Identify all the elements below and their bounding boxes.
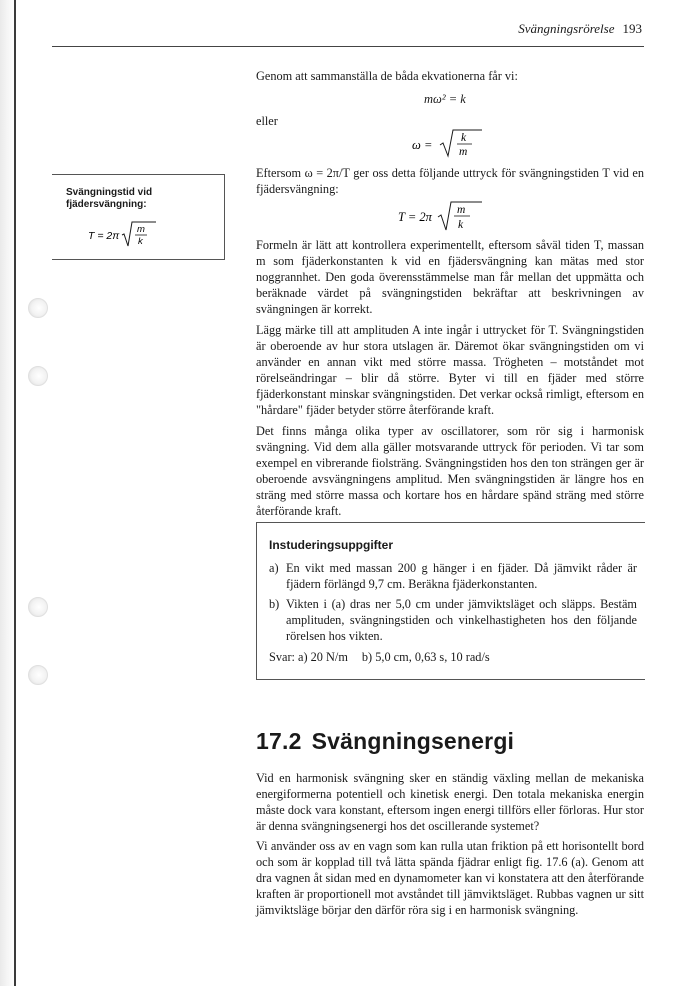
section-number: 17.2 [256,728,302,754]
exercise-box [256,522,645,680]
binding-line [14,0,16,986]
paragraph-formeln: Formeln är lätt att kontrollera experimentellt, eftersom såväl tiden T, massan m som fjäderkonstanten k vid en fjädersvängning kan mätas med stor noggrannhet. Den goda överensstämmelse man får mellan det uppmätta och beräknade värdet på svängningstiden bekräftar att beskrivningen av svängningen är korrekt. [256,238,644,316]
eller-text: eller [256,114,278,128]
exercise-answers [269,650,490,665]
sidebar-formula-lhs: T = 2π [88,230,120,242]
punch-hole [28,366,48,386]
exercise-text: En vikt med massan 200 g hänger i en fjäder. Då jämvikt råder är fjädern förlängd 9,7 cm. Beräkna fjäderkonstanten. [286,561,637,591]
running-title: Svängningsrörelse [518,21,615,36]
eq2-denominator: m [459,146,468,158]
equation-2 [410,128,500,158]
header-rule [52,46,644,47]
sidebar-formula-denominator: k [138,236,143,247]
paragraph-vagn: Vi använder oss av en vagn som kan rulla utan friktion på ett horisontellt bord och som är kopplad till två lätta spända fjädrar enligt fig. 17.6 (a). Genom att dra vagnen åt sidan med en dynamometer kan vi konstatera att den återförande kraften är proportionell mot avståndet till jämviktsläget. Rubbas vagnen ur sitt jämviktsläge börjar den därför röra sig i en harmonisk svängning. [256,839,644,917]
exercise-title: Instuderingsuppgifter [269,538,393,552]
equation-3 [396,200,506,232]
running-head [518,21,642,37]
exercise-item-b [269,596,637,644]
intro-text: Genom att sammanställa de båda ekvationerna får vi: [256,69,518,83]
exercise-label: a) [269,561,279,575]
answer-a: Svar: a) 20 N/m [269,650,348,664]
sidebar-formula-numerator: m [137,224,145,235]
answer-b: b) 5,0 cm, 0,63 s, 10 rad/s [361,650,490,664]
paragraph-lagg-marke: Lägg märke till att amplituden A inte ingår i uttrycket för T. Svängningstiden är oberoende av hur stora utslagen är. Däremot ökar svängningstiden om vi använder en annan vikt med större massa. Trögheten – motståndet mot rörelseändringar – blir då större. Byter vi till en fjäder med större fjäderkonstant minskar svängningstiden. Det verkar också rimligt, eftersom en "hårdare" fjäder betyder större återförande kraft. [256,323,644,417]
eq2-numerator: k [461,132,467,144]
eq3-numerator: m [457,204,466,216]
paragraph-eftersom: Eftersom ω = 2π/T ger oss detta följande uttryck för svängningstiden T vid en fjädersvängning: [256,166,644,196]
paragraph-svangningsenergi: Vid en harmonisk svängning sker en ständig växling mellan de mekaniska energiformerna potentiell och kinetisk energi. Den totala mekaniska energin måste dock vara konstant, eftersom ingen energi tillförs eller förloras. Hur stor är denna svängningsenergi hos det oscillerande systemet? [256,771,644,833]
eq3-denominator: k [458,219,464,231]
section-heading [256,728,514,755]
sidebar-box [52,174,225,260]
sidebar-title: Svängningstid vid fjädersvängning: [66,187,153,210]
paragraph-oscillatorer: Det finns många olika typer av oscillatorer, som rör sig i harmonisk svängning. Vid dem alla gäller motsvarande uttryck för perioden. Vi tar som exempel en vibrerande fiolsträng. Svängningstiden hos den ton strängen ger är oberoende avsvängningens amplitud. Men svängningstiden är längre hos en sträng med större massa och kortare hos en hårdare spänd sträng med större återförande kraft. [256,424,644,518]
punch-hole [28,665,48,685]
sidebar-formula [86,219,176,249]
punch-hole [28,597,48,617]
eq3-lhs: T = 2π [398,210,432,224]
eq2-lhs: ω = [412,138,433,152]
equation-1: mω² = k [424,92,466,106]
exercise-item-a [269,560,637,592]
exercise-text: Vikten i (a) dras ner 5,0 cm under jämviktsläget och släpps. Bestäm amplituden, svängningstiden och vinkelhastigheten hos den följande rörelsen hos vikten. [286,597,637,643]
section-title: Svängningsenergi [311,728,515,754]
page-number: 193 [622,21,642,36]
punch-hole [28,298,48,318]
exercise-label: b) [269,597,280,611]
